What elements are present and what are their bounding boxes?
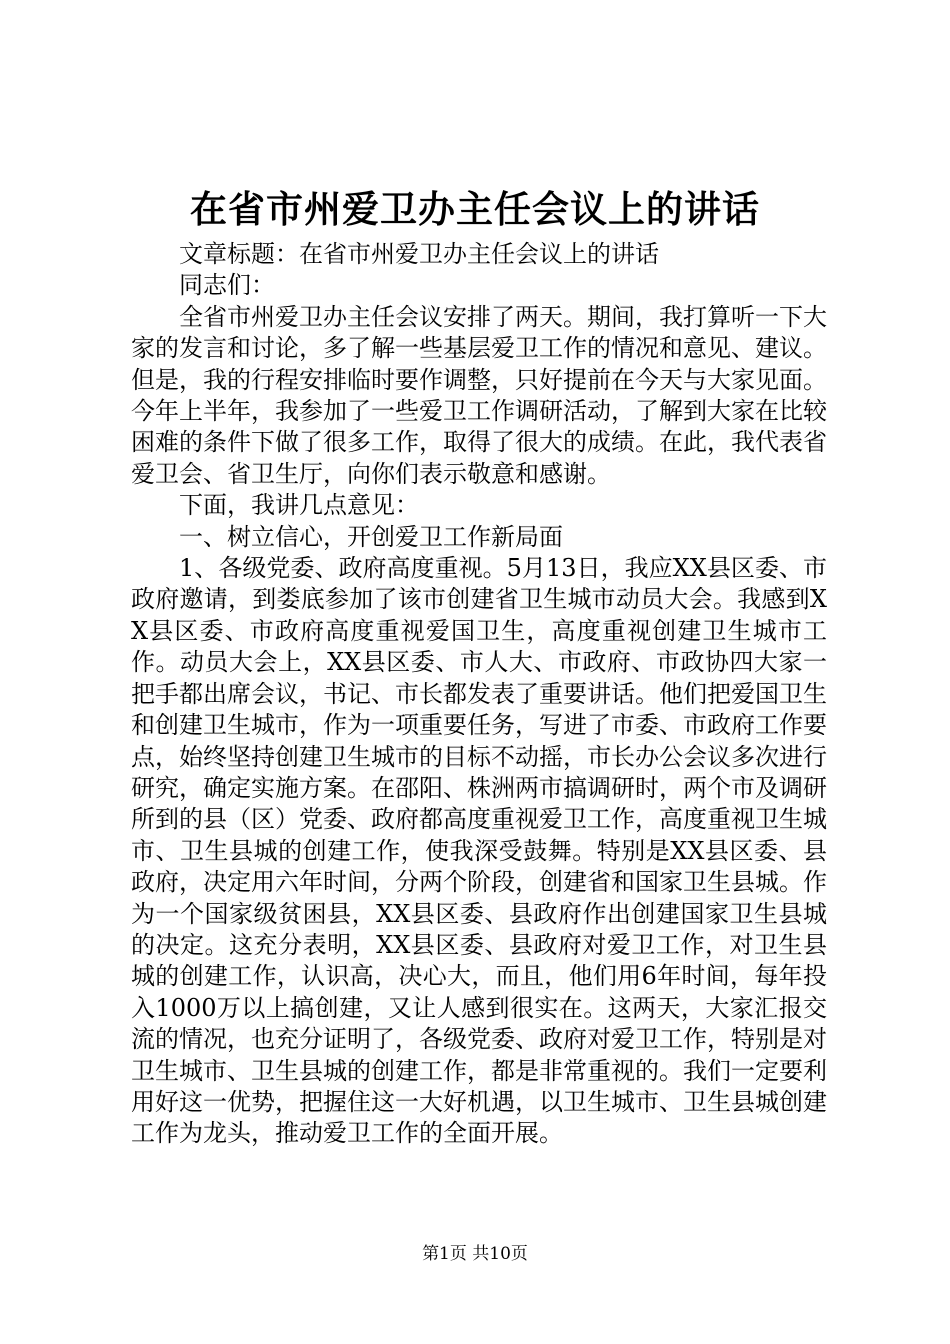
paragraph-intro: 全省市州爱卫办主任会议安排了两天。期间，我打算听一下大家的发言和讨论，多了解一些基层爱卫工作的情况和意见、建议。但是，我的行程安排临时要作调整，只好提前在今天与大家见面。今年上半年，我参加了一些爱卫工作调研活动，了解到大家在比较困难的条件下做了很多工作，取得了很大的成绩。在此，我代表省爱卫会、省卫生厅，向你们表示敬意和感谢。 [131, 302, 827, 488]
page-number: 第1页 [422, 1244, 467, 1264]
article-title-line: 文章标题：在省市州爱卫办主任会议上的讲话 [179, 240, 659, 268]
document-title: 在省市州爱卫办主任会议上的讲话 [190, 187, 760, 231]
page-total: 共10页 [472, 1244, 528, 1264]
page-footer [0, 1242, 950, 1266]
document-body [131, 239, 827, 1150]
salutation: 同志们： [179, 271, 275, 300]
paragraph-transition: 下面，我讲几点意见： [179, 491, 419, 520]
paragraph-point-1: 1、各级党委、政府高度重视。5月13日，我应XX县区委、市政府邀请，到娄底参加了该市创建省卫生城市动员大会。我感到XX县区委、市政府高度重视爱国卫生，高度重视创建卫生城市工作。动员大会上，XX县区委、市人大、市政府、市政协四大家一把手都出席会议，书记、市长都发表了重要讲话。他们把爱国卫生和创建卫生城市，作为一项重要任务，写进了市委、市政府工作要点，始终坚持创建卫生城市的目标不动摇，市长办公会议多次进行研究，确定实施方案。在邵阳、株洲两市搞调研时，两个市及调研所到的县（区）党委、政府都高度重视爱卫工作，高度重视卫生城市、卫生县城的创建工作，使我深受鼓舞。特别是XX县区委、县政府，决定用六年时间，分两个阶段，创建省和国家卫生县城。作为一个国家级贫困县，XX县区委、县政府作出创建国家卫生县城的决定。这充分表明，XX县区委、县政府对爱卫工作，对卫生县城的创建工作，认识高，决心大，而且，他们用6年时间，每年投入1000万以上搞创建，又让人感到很实在。这两天，大家汇报交流的情况，也充分证明了，各级党委、政府对爱卫工作，特别是对卫生城市、卫生县城的创建工作，都是非常重视的。我们一定要利用好这一优势，把握住这一大好机遇，以卫生城市、卫生县城创建工作为龙头，推动爱卫工作的全面开展。 [131, 554, 827, 1148]
section-heading-1: 一、树立信心，开创爱卫工作新局面 [179, 522, 563, 551]
